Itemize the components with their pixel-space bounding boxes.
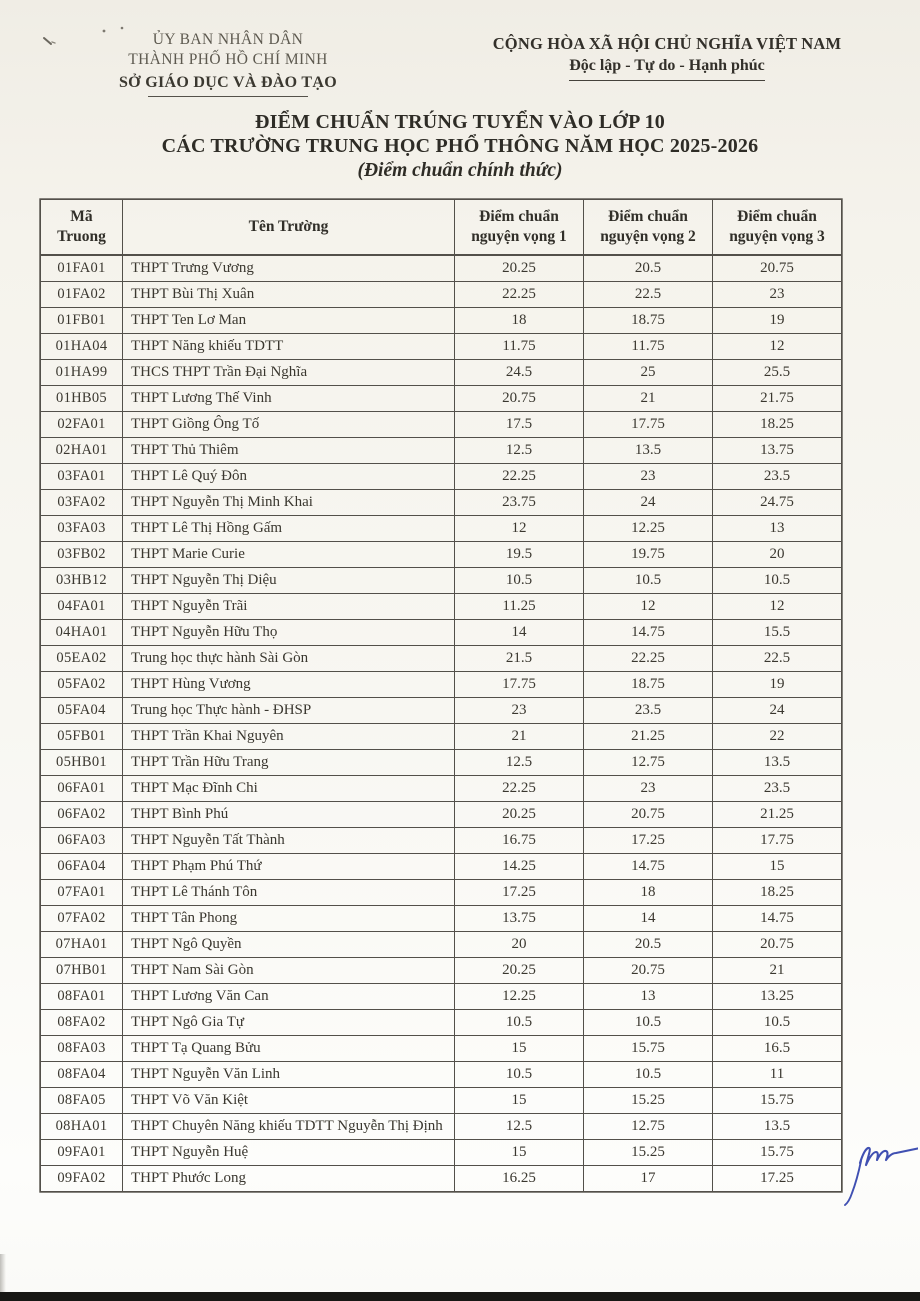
- admission-scores-table: [40, 199, 842, 1192]
- score-nv3-cell: 23.5: [713, 464, 842, 490]
- school-name-cell: Trung học Thực hành - ĐHSP: [123, 698, 455, 724]
- table-row: [41, 802, 842, 828]
- school-name-cell: THPT Lê Quý Đôn: [123, 464, 455, 490]
- score-nv3-cell: 19: [713, 672, 842, 698]
- header-score-nv1: Điểm chuẩn nguyện vọng 1: [455, 200, 584, 256]
- school-code-cell: 02FA01: [41, 412, 123, 438]
- school-name-cell: THPT Phước Long: [123, 1166, 455, 1192]
- school-code-cell: 01HB05: [41, 386, 123, 412]
- school-name-cell: THPT Mạc Đĩnh Chi: [123, 776, 455, 802]
- score-nv1-cell: 17.75: [455, 672, 584, 698]
- score-nv3-cell: 13.75: [713, 438, 842, 464]
- school-code-cell: 03FB02: [41, 542, 123, 568]
- score-nv2-cell: 25: [584, 360, 713, 386]
- table-row: [41, 776, 842, 802]
- table-row: [41, 828, 842, 854]
- score-nv3-cell: 20.75: [713, 255, 842, 282]
- score-nv3-cell: 23: [713, 282, 842, 308]
- school-name-cell: THPT Nguyễn Hữu Thọ: [123, 620, 455, 646]
- table-row: [41, 906, 842, 932]
- score-nv1-cell: 12.5: [455, 750, 584, 776]
- school-code-cell: 03FA03: [41, 516, 123, 542]
- score-nv2-cell: 21: [584, 386, 713, 412]
- table-row: [41, 750, 842, 776]
- school-name-cell: THPT Nguyễn Thị Diệu: [123, 568, 455, 594]
- score-nv2-cell: 17.25: [584, 828, 713, 854]
- school-code-cell: 05HB01: [41, 750, 123, 776]
- score-nv3-cell: 15.75: [713, 1140, 842, 1166]
- title-line-3: (Điểm chuẩn chính thức): [357, 160, 563, 182]
- table-row: [41, 308, 842, 334]
- score-nv3-cell: 20: [713, 542, 842, 568]
- score-nv1-cell: 24.5: [455, 360, 584, 386]
- school-name-cell: THPT Trần Hữu Trang: [123, 750, 455, 776]
- score-nv1-cell: 11.75: [455, 334, 584, 360]
- school-code-cell: 07HA01: [41, 932, 123, 958]
- header-school-name: Tên Trường: [123, 200, 455, 256]
- score-nv2-cell: 20.75: [584, 802, 713, 828]
- score-nv1-cell: 16.75: [455, 828, 584, 854]
- score-nv3-cell: 13.5: [713, 1114, 842, 1140]
- score-table-body: [41, 255, 842, 1192]
- score-nv2-cell: 12.75: [584, 750, 713, 776]
- school-name-cell: THPT Tân Phong: [123, 906, 455, 932]
- table-row: [41, 464, 842, 490]
- authority-line-3: SỞ GIÁO DỤC VÀ ĐÀO TẠO: [118, 73, 338, 91]
- score-nv1-cell: 22.25: [455, 776, 584, 802]
- school-name-cell: Trung học thực hành Sài Gòn: [123, 646, 455, 672]
- score-nv1-cell: 21: [455, 724, 584, 750]
- school-code-cell: 06FA03: [41, 828, 123, 854]
- score-nv1-cell: 20.25: [455, 255, 584, 282]
- score-nv2-cell: 12: [584, 594, 713, 620]
- score-nv3-cell: 15.5: [713, 620, 842, 646]
- table-row: [41, 568, 842, 594]
- score-nv1-cell: 10.5: [455, 1010, 584, 1036]
- table-row: [41, 932, 842, 958]
- table-row: [41, 1140, 842, 1166]
- table-row: [41, 542, 842, 568]
- score-nv2-cell: 17.75: [584, 412, 713, 438]
- table-row: [41, 854, 842, 880]
- school-code-cell: 01FA02: [41, 282, 123, 308]
- school-code-cell: 05FA02: [41, 672, 123, 698]
- table-header: [41, 200, 842, 256]
- school-code-cell: 06FA04: [41, 854, 123, 880]
- score-nv3-cell: 13.25: [713, 984, 842, 1010]
- score-nv3-cell: 12: [713, 594, 842, 620]
- school-name-cell: THPT Lương Thế Vinh: [123, 386, 455, 412]
- score-nv3-cell: 20.75: [713, 932, 842, 958]
- authority-underline: [148, 96, 308, 97]
- score-nv1-cell: 17.5: [455, 412, 584, 438]
- table-row: [41, 594, 842, 620]
- table-header-row: [41, 200, 842, 256]
- school-name-cell: THPT Giồng Ông Tố: [123, 412, 455, 438]
- score-nv2-cell: 13: [584, 984, 713, 1010]
- school-name-cell: THPT Trần Khai Nguyên: [123, 724, 455, 750]
- table-row: [41, 698, 842, 724]
- school-name-cell: THPT Marie Curie: [123, 542, 455, 568]
- score-nv1-cell: 15: [455, 1088, 584, 1114]
- school-name-cell: THPT Nam Sài Gòn: [123, 958, 455, 984]
- school-name-cell: THPT Nguyễn Tất Thành: [123, 828, 455, 854]
- school-name-cell: THPT Bùi Thị Xuân: [123, 282, 455, 308]
- title-line-1: ĐIỂM CHUẨN TRÚNG TUYỂN VÀO LỚP 10: [255, 111, 665, 133]
- score-nv3-cell: 23.5: [713, 776, 842, 802]
- table-row: [41, 438, 842, 464]
- score-nv1-cell: 10.5: [455, 1062, 584, 1088]
- score-nv1-cell: 12: [455, 516, 584, 542]
- score-nv1-cell: 23: [455, 698, 584, 724]
- score-nv2-cell: 15.75: [584, 1036, 713, 1062]
- score-nv2-cell: 14.75: [584, 854, 713, 880]
- national-title: CỘNG HÒA XÃ HỘI CHỦ NGHĨA VIỆT NAM: [492, 34, 842, 53]
- school-code-cell: 08FA03: [41, 1036, 123, 1062]
- score-nv3-cell: 10.5: [713, 1010, 842, 1036]
- score-nv1-cell: 16.25: [455, 1166, 584, 1192]
- table-row: [41, 620, 842, 646]
- score-nv3-cell: 21: [713, 958, 842, 984]
- school-code-cell: 06FA02: [41, 802, 123, 828]
- table-row: [41, 672, 842, 698]
- score-nv2-cell: 14.75: [584, 620, 713, 646]
- school-code-cell: 09FA02: [41, 1166, 123, 1192]
- school-name-cell: THPT Nguyễn Huệ: [123, 1140, 455, 1166]
- score-nv3-cell: 18.25: [713, 412, 842, 438]
- school-code-cell: 08HA01: [41, 1114, 123, 1140]
- document-title: [0, 111, 920, 182]
- school-name-cell: THPT Ngô Gia Tự: [123, 1010, 455, 1036]
- score-nv1-cell: 19.5: [455, 542, 584, 568]
- school-code-cell: 05EA02: [41, 646, 123, 672]
- table-row: [41, 646, 842, 672]
- school-name-cell: THPT Lê Thị Hồng Gấm: [123, 516, 455, 542]
- score-nv2-cell: 15.25: [584, 1088, 713, 1114]
- score-nv2-cell: 23: [584, 776, 713, 802]
- title-line-2: CÁC TRƯỜNG TRUNG HỌC PHỔ THÔNG NĂM HỌC 2025-2026: [161, 134, 759, 157]
- score-nv2-cell: 20.5: [584, 255, 713, 282]
- score-nv2-cell: 12.75: [584, 1114, 713, 1140]
- table-row: [41, 386, 842, 412]
- score-nv3-cell: 17.75: [713, 828, 842, 854]
- score-nv1-cell: 20.25: [455, 958, 584, 984]
- school-name-cell: THPT Thủ Thiêm: [123, 438, 455, 464]
- school-name-cell: THPT Bình Phú: [123, 802, 455, 828]
- table-row: [41, 412, 842, 438]
- score-nv3-cell: 19: [713, 308, 842, 334]
- score-nv1-cell: 11.25: [455, 594, 584, 620]
- school-name-cell: THPT Trưng Vương: [123, 255, 455, 282]
- school-code-cell: 03FA02: [41, 490, 123, 516]
- school-code-cell: 05FA04: [41, 698, 123, 724]
- table-row: [41, 1010, 842, 1036]
- score-nv2-cell: 22.5: [584, 282, 713, 308]
- score-nv2-cell: 14: [584, 906, 713, 932]
- school-code-cell: 07FA02: [41, 906, 123, 932]
- issuing-authority-block: [88, 30, 368, 97]
- score-nv3-cell: 24: [713, 698, 842, 724]
- score-nv2-cell: 11.75: [584, 334, 713, 360]
- score-nv1-cell: 22.25: [455, 464, 584, 490]
- score-nv1-cell: 20.75: [455, 386, 584, 412]
- authority-line-2: THÀNH PHỐ HỒ CHÍ MINH: [128, 51, 328, 69]
- score-nv3-cell: 16.5: [713, 1036, 842, 1062]
- score-nv2-cell: 17: [584, 1166, 713, 1192]
- score-nv2-cell: 20.75: [584, 958, 713, 984]
- table-row: [41, 282, 842, 308]
- authority-line-1: ỦY BAN NHÂN DÂN: [152, 31, 304, 48]
- school-code-cell: 07HB01: [41, 958, 123, 984]
- school-name-cell: THPT Ngô Quyền: [123, 932, 455, 958]
- score-nv1-cell: 15: [455, 1140, 584, 1166]
- score-nv1-cell: 12.5: [455, 1114, 584, 1140]
- motto-underline: [569, 80, 765, 81]
- score-nv2-cell: 12.25: [584, 516, 713, 542]
- score-nv3-cell: 13.5: [713, 750, 842, 776]
- table-row: [41, 334, 842, 360]
- score-nv1-cell: 17.25: [455, 880, 584, 906]
- score-nv2-cell: 10.5: [584, 568, 713, 594]
- school-name-cell: THPT Lê Thánh Tôn: [123, 880, 455, 906]
- school-code-cell: 01FB01: [41, 308, 123, 334]
- score-nv1-cell: 10.5: [455, 568, 584, 594]
- school-code-cell: 05FB01: [41, 724, 123, 750]
- table-row: [41, 490, 842, 516]
- score-nv2-cell: 22.25: [584, 646, 713, 672]
- score-nv1-cell: 12.25: [455, 984, 584, 1010]
- school-code-cell: 04HA01: [41, 620, 123, 646]
- score-nv1-cell: 18: [455, 308, 584, 334]
- school-name-cell: THPT Nguyễn Văn Linh: [123, 1062, 455, 1088]
- school-name-cell: THPT Hùng Vương: [123, 672, 455, 698]
- header-school-code: Mã Truong: [41, 200, 123, 256]
- score-nv2-cell: 18: [584, 880, 713, 906]
- score-nv2-cell: 23.5: [584, 698, 713, 724]
- table-row: [41, 880, 842, 906]
- school-code-cell: 08FA04: [41, 1062, 123, 1088]
- score-nv2-cell: 24: [584, 490, 713, 516]
- school-code-cell: 01HA04: [41, 334, 123, 360]
- table-row: [41, 1114, 842, 1140]
- score-nv3-cell: 10.5: [713, 568, 842, 594]
- score-nv1-cell: 14: [455, 620, 584, 646]
- score-nv3-cell: 22.5: [713, 646, 842, 672]
- score-nv1-cell: 13.75: [455, 906, 584, 932]
- score-nv3-cell: 24.75: [713, 490, 842, 516]
- header-score-nv2: Điểm chuẩn nguyện vọng 2: [584, 200, 713, 256]
- school-name-cell: THPT Nguyễn Thị Minh Khai: [123, 490, 455, 516]
- score-nv2-cell: 19.75: [584, 542, 713, 568]
- table-row: [41, 360, 842, 386]
- score-nv3-cell: 22: [713, 724, 842, 750]
- school-code-cell: 08FA01: [41, 984, 123, 1010]
- score-nv2-cell: 15.25: [584, 1140, 713, 1166]
- score-nv2-cell: 21.25: [584, 724, 713, 750]
- table-row: [41, 1166, 842, 1192]
- score-nv1-cell: 14.25: [455, 854, 584, 880]
- table-row: [41, 724, 842, 750]
- score-nv1-cell: 20: [455, 932, 584, 958]
- score-nv1-cell: 22.25: [455, 282, 584, 308]
- national-motto: Độc lập - Tự do - Hạnh phúc: [569, 57, 765, 75]
- school-code-cell: 04FA01: [41, 594, 123, 620]
- school-code-cell: 06FA01: [41, 776, 123, 802]
- score-nv2-cell: 10.5: [584, 1010, 713, 1036]
- school-code-cell: 02HA01: [41, 438, 123, 464]
- score-nv2-cell: 13.5: [584, 438, 713, 464]
- school-name-cell: THPT Võ Văn Kiệt: [123, 1088, 455, 1114]
- score-nv3-cell: 21.25: [713, 802, 842, 828]
- score-nv3-cell: 12: [713, 334, 842, 360]
- score-nv1-cell: 12.5: [455, 438, 584, 464]
- table-row: [41, 1062, 842, 1088]
- score-nv2-cell: 20.5: [584, 932, 713, 958]
- school-name-cell: THPT Năng khiếu TDTT: [123, 334, 455, 360]
- score-nv3-cell: 14.75: [713, 906, 842, 932]
- header-score-nv3: Điểm chuẩn nguyện vọng 3: [713, 200, 842, 256]
- score-nv2-cell: 23: [584, 464, 713, 490]
- table-row: [41, 1036, 842, 1062]
- score-nv3-cell: 21.75: [713, 386, 842, 412]
- table-row: [41, 255, 842, 282]
- table-row: [41, 984, 842, 1010]
- score-nv1-cell: 20.25: [455, 802, 584, 828]
- table-row: [41, 516, 842, 542]
- score-nv1-cell: 21.5: [455, 646, 584, 672]
- score-nv3-cell: 18.25: [713, 880, 842, 906]
- score-nv3-cell: 13: [713, 516, 842, 542]
- school-name-cell: THPT Chuyên Năng khiếu TDTT Nguyễn Thị Định: [123, 1114, 455, 1140]
- school-name-cell: THPT Nguyễn Trãi: [123, 594, 455, 620]
- score-nv3-cell: 15: [713, 854, 842, 880]
- school-code-cell: 07FA01: [41, 880, 123, 906]
- table-row: [41, 1088, 842, 1114]
- score-nv2-cell: 18.75: [584, 672, 713, 698]
- score-nv3-cell: 11: [713, 1062, 842, 1088]
- score-nv3-cell: 25.5: [713, 360, 842, 386]
- school-code-cell: 08FA05: [41, 1088, 123, 1114]
- school-name-cell: THPT Phạm Phú Thứ: [123, 854, 455, 880]
- photo-bottom-edge: [0, 1292, 920, 1301]
- photo-edge-shadow: [0, 1254, 6, 1292]
- school-code-cell: 03HB12: [41, 568, 123, 594]
- school-name-cell: THPT Lương Văn Can: [123, 984, 455, 1010]
- score-nv2-cell: 10.5: [584, 1062, 713, 1088]
- score-nv2-cell: 18.75: [584, 308, 713, 334]
- school-name-cell: THPT Ten Lơ Man: [123, 308, 455, 334]
- school-code-cell: 03FA01: [41, 464, 123, 490]
- score-nv1-cell: 23.75: [455, 490, 584, 516]
- national-motto-block: [462, 33, 872, 81]
- school-code-cell: 01FA01: [41, 255, 123, 282]
- score-nv3-cell: 17.25: [713, 1166, 842, 1192]
- table-row: [41, 958, 842, 984]
- school-code-cell: 08FA02: [41, 1010, 123, 1036]
- score-nv3-cell: 15.75: [713, 1088, 842, 1114]
- school-code-cell: 09FA01: [41, 1140, 123, 1166]
- school-code-cell: 01HA99: [41, 360, 123, 386]
- score-nv1-cell: 15: [455, 1036, 584, 1062]
- signature-scribble: [830, 1136, 918, 1214]
- school-name-cell: THCS THPT Trần Đại Nghĩa: [123, 360, 455, 386]
- school-name-cell: THPT Tạ Quang Bửu: [123, 1036, 455, 1062]
